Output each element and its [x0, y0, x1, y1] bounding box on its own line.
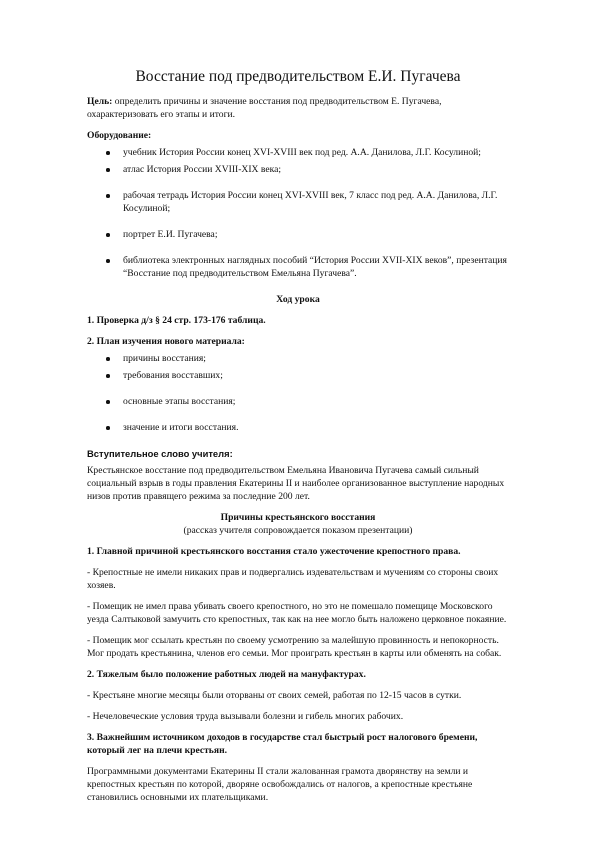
equipment-list — [87, 146, 509, 280]
cause1-heading: 1. Главной причиной крестьянского восстания стало ужесточение крепостного права. — [87, 546, 461, 557]
causes-heading: Причины крестьянского восстания — [220, 512, 376, 523]
step1-heading: 1. Проверка д/з § 24 стр. 173-176 таблица. — [87, 315, 266, 326]
page-title: Восстание под предводительством Е.И. Пугачева — [135, 68, 461, 85]
cause1-paragraph-3: - Помещик мог ссылать крестьян по своему усмотрению за малейшую провинность и непокорность. Мог продать крестьянина, членов его семьи. Мог проиграть крестьян в карты или обменять на собак. — [87, 635, 502, 659]
goal-paragraph — [87, 95, 509, 121]
list-item: атлас История России XVIII-XIX века; — [87, 163, 509, 176]
causes-heading-block — [87, 511, 509, 537]
list-item: рабочая тетрадь История России конец XVI-XVIII век, 7 класс под ред. А.А. Данилова, Л.Г. Косулиной; — [87, 189, 509, 215]
cause2-paragraph-1: - Крестьяне многие месяцы были оторваны от своих семей, работая по 12-15 часов в сутки. — [87, 690, 462, 701]
step2-heading: 2. План изучения нового материала: — [87, 336, 245, 347]
cause3-heading: 3. Важнейшим источником доходов в государстве стал быстрый рост налогового бремени, который лег на плечи крестьян. — [87, 732, 478, 756]
cause1-paragraph-2: - Помещик не имел права убивать своего крепостного, но это не помешало помещице Московского уезда Салтыковой замучить сто крепостных, так как на нее могло быть наложено церковное покаяние. — [87, 601, 507, 625]
intro-paragraph: Крестьянское восстание под предводительством Емельяна Ивановича Пугачева самый сильный социальный взрыв в годы правления Екатерины II и наиболее организованное выступление народных низов против правящего режима за последние 200 лет. — [87, 465, 505, 502]
cause3-paragraph-1: Программными документами Екатерины II стали жалованная грамота дворянству на земли и крепостных крестьян по которой, дворяне освобождались от налогов, а крепостные крестьяне становились основными их плательщиками. — [87, 766, 473, 803]
cause2-paragraph-2: - Нечеловеческие условия труда вызывали болезни и гибель многих рабочих. — [87, 711, 404, 722]
document-content — [87, 67, 509, 812]
goal-label: Цель: — [87, 96, 113, 107]
list-item: учебник История России конец XVI-XVIII век под ред. А.А. Данилова, Л.Г. Косулиной; — [87, 146, 509, 159]
list-item: портрет Е.И. Пугачева; — [87, 228, 509, 241]
list-item: основные этапы восстания; — [87, 395, 509, 408]
lesson-heading: Ход урока — [276, 294, 320, 305]
cause2-heading: 2. Тяжелым было положение работных людей на мануфактурах. — [87, 669, 366, 680]
causes-subheading: (рассказ учителя сопровождается показом презентации) — [183, 525, 413, 536]
cause1-paragraph-1: - Крепостные не имели никаких прав и подвергались издевательствам и мучениям со стороны своих хозяев. — [87, 567, 499, 591]
plan-list — [87, 352, 509, 434]
list-item: библиотека электронных наглядных пособий “История России XVII-XIX веков”, презентация “Восстание под предводительством Емельяна Пугачева”. — [87, 254, 509, 280]
intro-heading: Вступительное слово учителя: — [87, 448, 233, 459]
list-item: требования восставших; — [87, 369, 509, 382]
equipment-heading: Оборудование: — [87, 130, 152, 141]
list-item: значение и итоги восстания. — [87, 421, 509, 434]
list-item: причины восстания; — [87, 352, 509, 365]
goal-text: определить причины и значение восстания под предводительством Е. Пугачева, охарактеризовать его этапы и итоги. — [87, 96, 442, 120]
